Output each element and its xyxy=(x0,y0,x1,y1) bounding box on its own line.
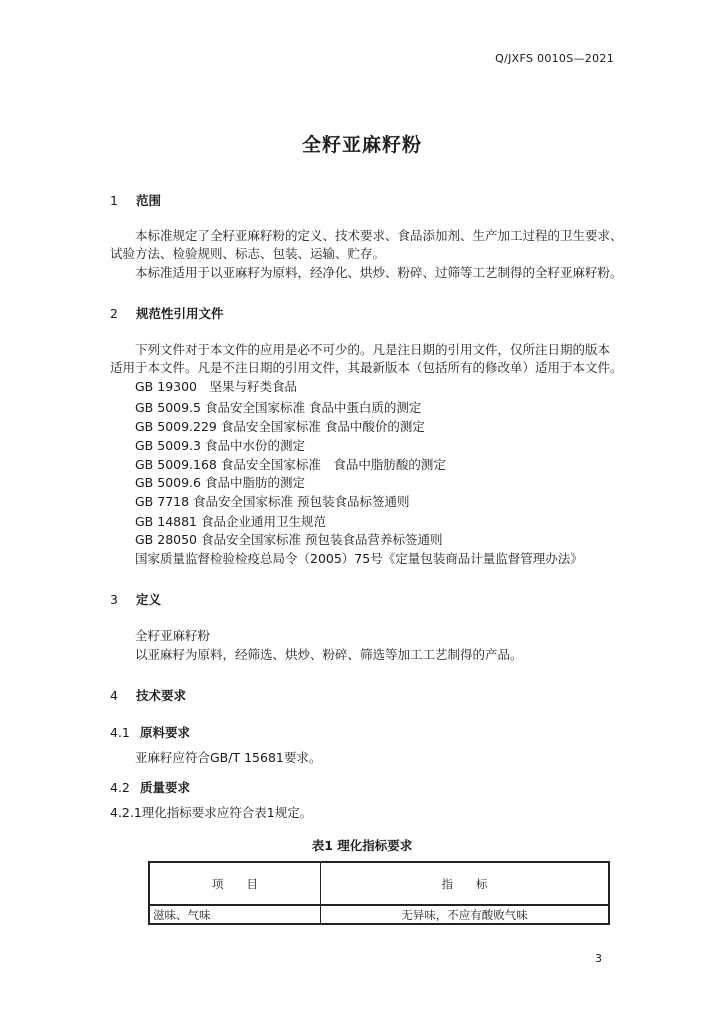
section-title: 定义 xyxy=(136,592,162,607)
reference-item: GB 5009.5 食品安全国家标准 食品中蛋白质的测定 xyxy=(135,400,422,415)
section-1-heading xyxy=(110,191,161,209)
section-number: 4.2 xyxy=(110,780,130,795)
section-number: 4 xyxy=(110,688,118,703)
paragraph: 适用于本文件。凡是不注日期的引用文件，其最新版本（包括所有的修改单）适用于本文件。 xyxy=(110,360,623,375)
table-header-row xyxy=(149,862,609,905)
section-title: 规范性引用文件 xyxy=(136,306,224,321)
section-title: 技术要求 xyxy=(136,688,187,703)
section-2-heading xyxy=(110,304,224,322)
section-4-1-heading xyxy=(110,723,190,741)
reference-item: 国家质量监督检验检疫总局令（2005）75号《定量包装商品计量监督管理办法》 xyxy=(135,551,583,566)
reference-item: GB 7718 食品安全国家标准 预包装食品标签通则 xyxy=(135,494,410,509)
section-title: 原料要求 xyxy=(140,725,191,740)
table-cell: 无异味，不应有酸败气味 xyxy=(321,905,610,924)
section-number: 4.1 xyxy=(110,725,130,740)
reference-item: GB 5009.3 食品中水份的测定 xyxy=(135,438,305,453)
reference-item: GB 5009.229 食品安全国家标准 食品中酸价的测定 xyxy=(135,419,425,434)
section-title: 范围 xyxy=(136,193,162,208)
section-number: 2 xyxy=(110,306,118,321)
standard-code: Q/JXFS 0010S—2021 xyxy=(495,52,614,65)
section-4-heading xyxy=(110,686,186,704)
table-cell: 滋味、气味 xyxy=(149,905,321,924)
section-4-2-heading xyxy=(110,778,190,796)
reference-item: GB 28050 食品安全国家标准 预包装食品营养标签通则 xyxy=(135,532,443,547)
section-number: 1 xyxy=(110,193,118,208)
reference-item: GB 14881 食品企业通用卫生规范 xyxy=(135,514,326,529)
table-row xyxy=(149,905,609,924)
spec-table xyxy=(148,861,610,925)
page-number: 3 xyxy=(595,952,602,965)
reference-item: GB 19300 坚果与籽类食品 xyxy=(135,379,297,394)
reference-item: GB 5009.168 食品安全国家标准 食品中脂肪酸的测定 xyxy=(135,457,446,472)
paragraph: 下列文件对于本文件的应用是必不可少的。凡是注日期的引用文件，仅所注日期的版本 xyxy=(135,342,611,357)
paragraph: 试验方法、检验规则、标志、包装、运输、贮存。 xyxy=(110,246,386,261)
document-title: 全籽亚麻籽粉 xyxy=(301,134,422,156)
table-header-cell: 指 标 xyxy=(321,862,610,905)
section-3-heading xyxy=(110,590,161,608)
paragraph: 亚麻籽应符合GB/T 15681要求。 xyxy=(135,750,322,765)
table-header-cell: 项 目 xyxy=(149,862,321,905)
paragraph: 本标准适用于以亚麻籽为原料，经净化、烘炒、粉碎、过筛等工艺制得的全籽亚麻籽粉。 xyxy=(135,265,623,280)
term: 全籽亚麻籽粉 xyxy=(135,628,211,643)
reference-item: GB 5009.6 食品中脂肪的测定 xyxy=(135,475,305,490)
section-title: 质量要求 xyxy=(140,780,191,795)
section-number: 3 xyxy=(110,592,118,607)
paragraph: 4.2.1理化指标要求应符合表1规定。 xyxy=(110,805,313,820)
table-caption: 表1 理化指标要求 xyxy=(311,838,413,853)
definition: 以亚麻籽为原料，经筛选、烘炒、粉碎、筛选等加工工艺制得的产品。 xyxy=(135,647,523,662)
paragraph: 本标准规定了全籽亚麻籽粉的定义、技术要求、食品添加剂、生产加工过程的卫生要求、 xyxy=(135,228,623,243)
